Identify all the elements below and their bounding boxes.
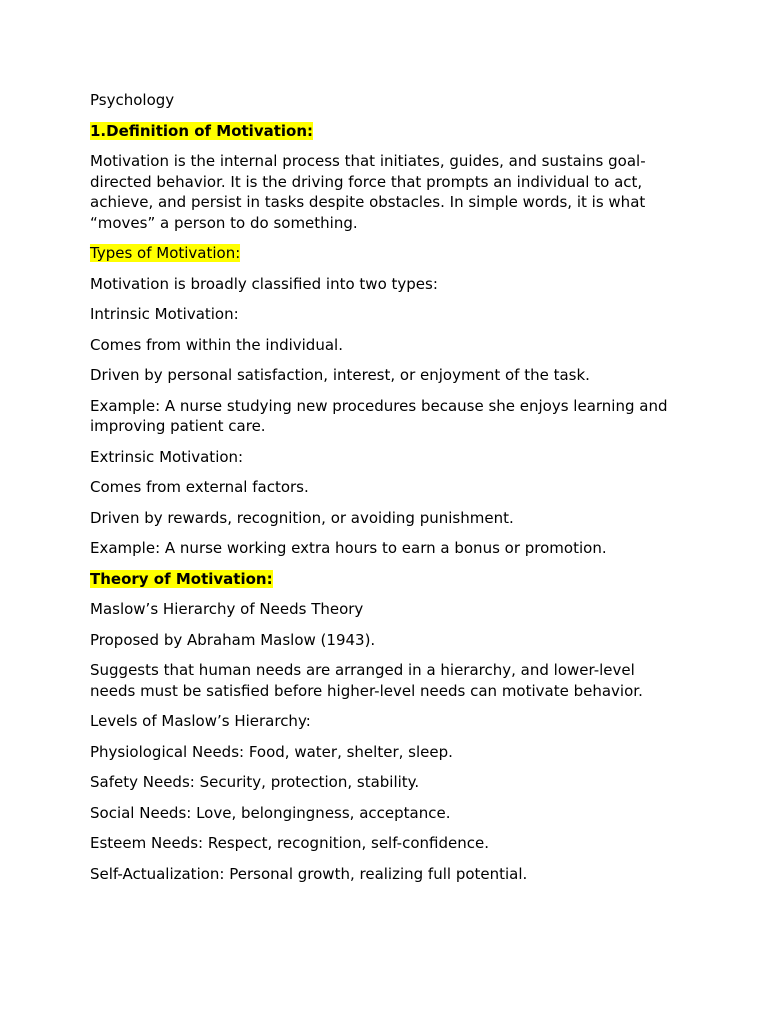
intrinsic-example: Example: A nurse studying new procedures because she enjoys learning and improving patient care. <box>90 396 668 435</box>
intrinsic-point-2: Driven by personal satisfaction, interest, or enjoyment of the task. <box>90 366 590 384</box>
section-heading-theory <box>90 569 680 590</box>
maslow-summary: Suggests that human needs are arranged in a hierarchy, and lower-level needs must be satisfied before higher-level needs can motivate behavior. <box>90 661 643 700</box>
level-social: Social Needs: Love, belongingness, acceptance. <box>90 803 451 822</box>
highlighted-heading-text: Theory of Motivation: <box>90 569 273 588</box>
intrinsic-title: Intrinsic Motivation: <box>90 305 239 323</box>
extrinsic-point-1: Comes from external factors. <box>90 478 309 496</box>
extrinsic-example: Example: A nurse working extra hours to earn a bonus or promotion. <box>90 539 607 557</box>
intrinsic-point-1: Comes from within the individual. <box>90 335 343 354</box>
maslow-proposed: Proposed by Abraham Maslow (1943). <box>90 630 376 649</box>
definition-paragraph: Motivation is the internal process that initiates, guides, and sustains goal-directed behavior. It is the driving force that prompts an individual to act, achieve, and persist in tasks despite obstacles. In simple words, it is what “moves” a person to do something. <box>90 152 646 232</box>
level-esteem: Esteem Needs: Respect, recognition, self-confidence. <box>90 834 489 852</box>
extrinsic-title: Extrinsic Motivation: <box>90 447 244 466</box>
maslow-title: Maslow’s Hierarchy of Needs Theory <box>90 600 364 618</box>
highlighted-heading-text: Types of Motivation: <box>90 244 241 262</box>
level-safety: Safety Needs: Security, protection, stability. <box>90 773 420 791</box>
section-heading-types <box>90 243 680 264</box>
level-physiological: Physiological Needs: Food, water, shelter, sleep. <box>90 742 453 761</box>
document-subject: Psychology <box>90 91 175 109</box>
section-heading-definition <box>90 121 680 142</box>
levels-title: Levels of Maslow’s Hierarchy: <box>90 712 311 730</box>
extrinsic-point-2: Driven by rewards, recognition, or avoiding punishment. <box>90 508 514 527</box>
types-intro: Motivation is broadly classified into two types: <box>90 274 438 293</box>
highlighted-heading-text: 1.Definition of Motivation: <box>90 121 314 140</box>
level-self-actualization: Self-Actualization: Personal growth, realizing full potential. <box>90 864 528 883</box>
